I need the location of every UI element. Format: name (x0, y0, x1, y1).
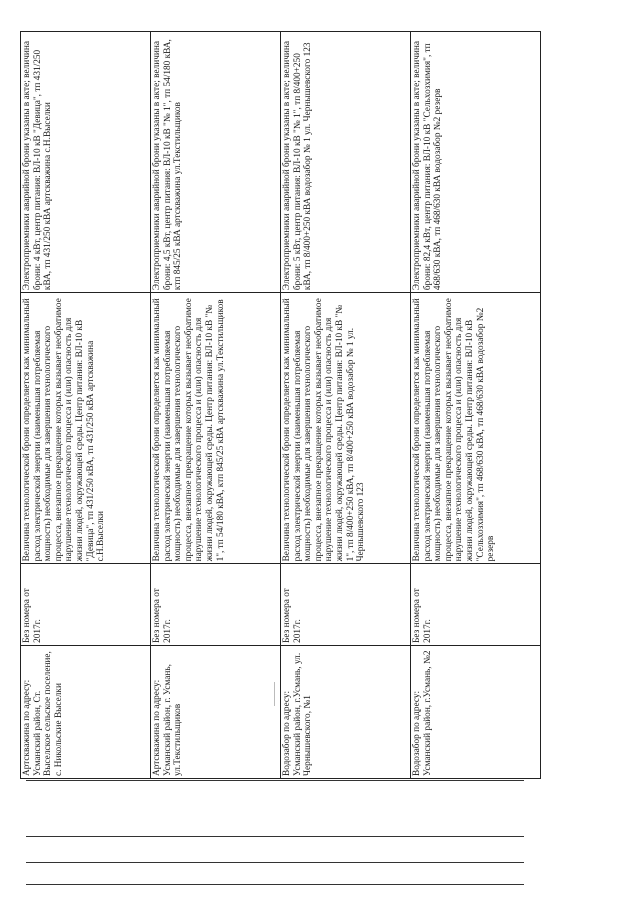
address-cell: Водозабор по адресу: Усманский район, г.Усмань, №2 (411, 645, 541, 778)
table-row (411, 32, 541, 779)
divider-line (26, 836, 524, 837)
address-cell: Артскважина по адресу: Усманский район, Ст. Выселское сельское поселение, с. Никольские Выселки (21, 645, 151, 778)
armor-cell: Электроприемники аварийной брони указаны в акте; величина брони: 82,4 кВт, центр питания: ВЛ-10 кВ "Сельхозхимия", тп 468/630 кВА, тп 468/630 кВА водозабор №2 резерв (411, 32, 541, 293)
table-row (281, 32, 411, 779)
armor-cell: Электроприемники аварийной брони указаны в акте; величина брони: 4,5 кВт, центр питания: ВЛ-10 кВ "№ 1", тп 54/180 кВА, ктп 845/25 кВА артскважина ул.Текстильщиков (151, 32, 281, 293)
number-cell: Без номера от 2017г. (411, 564, 541, 646)
description-cell: Величина технологической брони определяется как минимальный расход электрической энергии (наименьшая потребляемая мощность) необходимые для завершения технологического процесса, внезапное прекращение которых вызывает необратимое нарушение технологического процесса и (или) опасность для жизни людей, окружающей среды. Центр питания: ВЛ-10 кВ "№ 1", тп 54/180 кВА, ктп 845/25 кВА артскважина ул.Текстильщиков (151, 293, 281, 564)
table-row (21, 32, 151, 779)
divider-line (26, 884, 524, 885)
address-cell: Водозабор по адресу: Усманский район, г.Усмань, ул. Чернышевского, №1 (281, 645, 411, 778)
number-cell: Без номера от 2017г. (151, 564, 281, 646)
divider-line (26, 780, 524, 781)
number-cell: Без номера от 2017г. (281, 564, 411, 646)
description-cell: Величина технологической брони определяется как минимальный расход электрической энергии (наименьшая потребляемая мощность) необходимые для завершения технологического процесса, внезапное прекращение которых вызывает необратимое нарушение технологического процесса и (или) опасность для жизни людей, окружающей среды. Центр питания: ВЛ-10 кВ "Девица", тп 431/250 кВА, тп 431/250 кВА артскважина с.Н.Выселки (21, 293, 151, 564)
armor-cell: Электроприемники аварийной брони указаны в акте; величина брони: 5 кВт, центр питания: ВЛ-10 кВ "№ 1", тп 8/400+250 кВА, тп 8/400+250 кВА водозабор № 1 ул. Чернышевского 123 (281, 32, 411, 293)
description-cell: Величина технологической брони определяется как минимальный расход электрической энергии (наименьшая потребляемая мощность) необходимые для завершения технологического процесса, внезапное прекращение которых вызывает необратимое нарушение технологического процесса и (или) опасность для жизни людей, окружающей среды. Центр питания: ВЛ-10 кВ "№ 1", тп 8/400+250 кВА, тп 8/400+250 кВА водозабор № 1 ул. Чернышевского 123 (281, 293, 411, 564)
table-row (151, 32, 281, 779)
emergency-armor-table (20, 31, 541, 779)
address-cell: Артскважина по адресу: Усманский район, г. Усмань, ул.Текстильщиков (151, 645, 281, 778)
armor-cell: Электроприемники аварийной брони указаны в акте; величина брони: 4 кВт, центр питания: ВЛ-10 кВ "Девица", тп 431/250 кВА, тп 431/250 кВА артскважина с.Н.Выселки (21, 32, 151, 293)
number-cell: Без номера от 2017г. (21, 564, 151, 646)
scan-artifact (274, 682, 275, 706)
divider-line (26, 862, 524, 863)
description-cell: Величина технологической брони определяется как минимальный расход электрической энергии (наименьшая потребляемая мощность) необходимые для завершения технологического процесса, внезапное прекращение которых вызывает необратимое нарушение технологического процесса и (или) опасность для жизни людей, окружающей среды. Центр питания: ВЛ-10 кВ "Сельхозхимия", тп 468/630 кВА, тп 468/630 кВА водозабор №2 резерв (411, 293, 541, 564)
